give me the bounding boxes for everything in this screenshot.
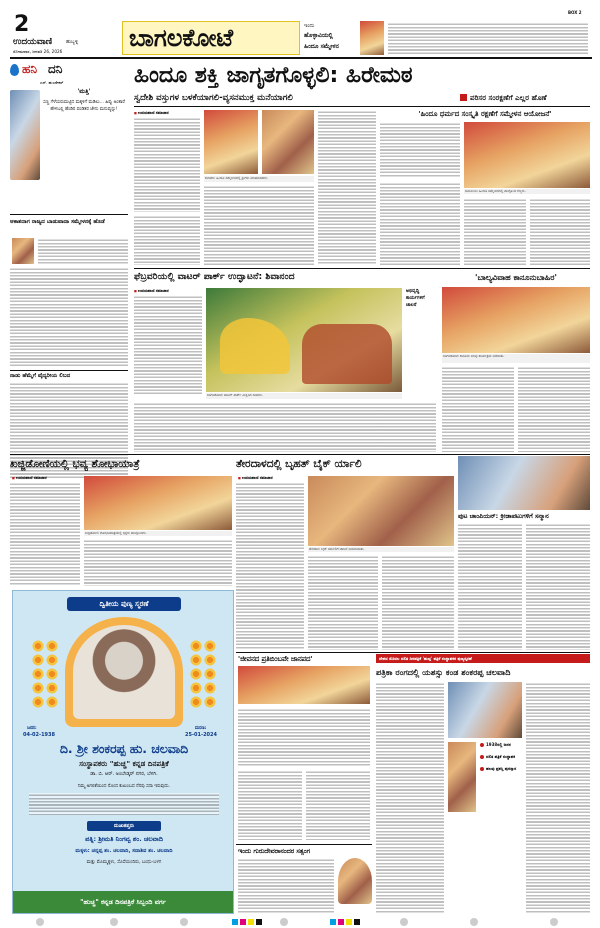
color-bar-black <box>256 919 262 925</box>
khajjidoni-caption: ಖಜ್ಜಿಡೋಣಿ: ಶೋಭಾಯಾತ್ರೆಯಲ್ಲಿ ಭಕ್ತರು ಪಾಲ್ಗೊಂಡರು. <box>84 531 232 536</box>
edition-name: ಹುಬ್ಬಳ್ಳಿ <box>66 39 79 45</box>
khajjidoni-headline: ಖಜ್ಜಿಡೋಣಿಯಲ್ಲಿ ಭವ್ಯ ಶೋಭಾಯಾತ್ರೆ <box>10 458 140 470</box>
sports-headline: ಪುಟ ಚಾಂಪಿಯನ್: ಕ್ರೀಡಾಪಟುಗಳಿಗೆ ಸನ್ಮಾನ <box>458 512 549 520</box>
lead-photo-caption: ಕಲಾದಗಿ: ಹಿಂದೂ ಸಮ್ಮೇಳನದಲ್ಲಿ ಶ್ರೀಗಳು ಮಾತನಾಡಿದರು. <box>204 176 314 182</box>
lead-subheadline: ಸ್ವದೇಶಿ ವಸ್ತುಗಳ ಬಳಕೆಯಾಗಲಿ-ವ್ಯಸನಮುಕ್ತ ಮನೆಯಾಗಲಿ <box>134 93 293 103</box>
water-park-body-2 <box>134 402 436 452</box>
mourners-banner <box>87 821 161 831</box>
masthead <box>0 0 600 58</box>
obituary-name: ದಿ. ಶ್ರೀ ಶಂಕರಪ್ಪ ಹು. ಚಲವಾದಿ <box>59 741 189 756</box>
janapada-body-1 <box>238 708 370 766</box>
color-bar-magenta <box>240 919 246 925</box>
right-top-photo <box>464 122 590 188</box>
journalism-kicker-bar <box>376 654 590 663</box>
mourners-label: ದುಃಖತಪ್ತರು <box>113 823 135 829</box>
district-title: ಬಾಗಲಕೋಟೆ <box>129 24 234 52</box>
promo-line-2: ಹಿಂದೂ ಸಮ್ಮೇಳನ <box>304 43 339 50</box>
guru-body <box>238 858 334 914</box>
sports-body-2 <box>526 523 590 650</box>
journalism-bullet-3: ಹಲವು ಪ್ರಶಸ್ತಿ ಪುರಸ್ಕಾರ <box>480 766 522 772</box>
bullet-dot-icon <box>480 767 484 771</box>
journalism-bullets <box>480 742 522 872</box>
lead-headline: ಹಿಂದೂ ಶಕ್ತಿ ಜಾಗೃತಗೊಳ್ಳಲಿ: ಹಿರೇಮಠ <box>134 63 413 88</box>
sports-photo-top <box>458 456 590 510</box>
born-label: ಜನನ: <box>27 726 37 731</box>
mourner-3: ಮತ್ತು ಮೊಮ್ಮಕ್ಕಳು, ಸೊಸೆಯಂದಿರು, ಬಂಧು-ಬಳಗ <box>86 860 162 865</box>
bike-rally-byline: ■ ಉದಯವಾಣಿ ಸಮಾಚಾರ <box>238 475 273 480</box>
box-label: BOX 2 <box>568 10 582 15</box>
water-park-byline: ■ ಉದಯವಾಣಿ ಸಮಾಚಾರ <box>134 288 169 293</box>
water-park-caption: ಬಾಗಲಕೋಟೆ: ವಾಟರ್ ಪಾರ್ಕ್ ವೀಕ್ಷಿಸಿದ ಸಚಿವರು. <box>206 393 402 399</box>
reg-dot-icon <box>110 918 118 926</box>
obituary-tribute-lines <box>29 793 219 815</box>
author-name: ಎಸ್. ಹುಂಡೇಕರ್ <box>40 80 64 85</box>
paper-name: ಉದಯವಾಣಿ <box>13 37 53 47</box>
lead-photo-1 <box>204 110 258 174</box>
journalism-bullet-2: ದಲಿತ ಪತ್ರಿಕೆ ಸಂಸ್ಥಾಪಕ <box>480 754 522 760</box>
side-kicker-box <box>460 92 590 104</box>
right-top-caption: ಜಮಖಂಡಿ: ಹಿಂದೂ ಸಮ್ಮೇಳನದಲ್ಲಿ ಪಾಲ್ಗೊಂಡ ಗಣ್ಯರು. <box>464 189 590 194</box>
color-bar-magenta <box>338 919 344 925</box>
obituary-ad <box>12 590 234 914</box>
promo-box <box>301 21 359 55</box>
khajjidoni-body-2 <box>84 539 232 586</box>
lead-rule <box>134 106 590 107</box>
water-park-body-1 <box>134 295 202 395</box>
child-marriage-headline: 'ಬಾಲ್ಯವಿವಾಹ ಕಾನೂನುಬಾಹಿರ' <box>475 273 557 282</box>
lead-body-col-3 <box>134 215 200 265</box>
obituary-address: ಡಾ. ಬಿ. ಆರ್. ಅಂಬೇಡ್ಕರ್ ನಗರ, ಬೆಳಗಿ. <box>90 771 158 777</box>
section-rule-3 <box>236 652 590 653</box>
right-top-story <box>380 108 590 266</box>
feature-box <box>42 88 126 182</box>
khajjidoni-body-1 <box>10 482 80 586</box>
portrait-photo <box>73 625 175 719</box>
reg-dot-icon <box>470 918 478 926</box>
section-rule-4 <box>236 844 372 845</box>
registration-marks <box>0 916 600 928</box>
lead-body-col-4 <box>318 110 376 265</box>
cartoon-image <box>10 90 40 180</box>
bike-rally-caption: ತೇರದಾಳ: ಬೈಕ್ ರ್ಯಾಲಿಗೆ ಚಾಲನೆ ನೀಡಲಾಯಿತು. <box>308 547 454 552</box>
color-bar-cyan <box>330 919 336 925</box>
died-date: 25-01-2024 <box>185 732 217 738</box>
right-top-body-3 <box>464 198 526 266</box>
child-marriage-photo <box>442 287 590 353</box>
bike-rally-body-2 <box>308 555 378 650</box>
water-park-sidebar <box>406 288 436 392</box>
guru-headline: ಇಂದು ಗುರುದೇವರಾನಂದರ ಸತ್ಸಂಗ <box>238 847 311 855</box>
brand-black: ದನಿ <box>48 62 63 76</box>
janapada-photo <box>238 666 370 704</box>
water-park-headline: ಫೆಬ್ರವರಿಯಲ್ಲಿ ವಾಟರ್ ಪಾರ್ಕ್ ಉದ್ಘಾಟನೆ: ಶಿವಾನಂದ <box>134 271 295 282</box>
child-marriage-body-2 <box>518 366 590 452</box>
janapada-body-3 <box>306 770 370 840</box>
reg-dot-icon <box>180 918 188 926</box>
water-park-sidebar-text: ಅಭಿವೃದ್ಧಿ ಕಾರ್ಯಗಳಿಗೆ ಚಾಲನೆ <box>406 289 425 308</box>
obituary-title: ದ್ವಿತೀಯ ಪುಣ್ಯ ಸ್ಮರಣೆ <box>99 600 149 608</box>
left-column <box>10 62 128 482</box>
khajjidoni-photo <box>84 476 232 530</box>
obituary-title-banner <box>67 597 181 611</box>
left-story-1-photo <box>12 238 34 264</box>
journalism-portrait <box>448 742 476 812</box>
section-rule-1 <box>134 268 590 269</box>
water-park-photo <box>206 288 402 392</box>
promo-line-1: ಹೊಳ್ಳಾವಿಯಲ್ಲಿ <box>304 32 333 39</box>
lead-body-col-1 <box>134 117 200 212</box>
page-number: 2 <box>14 12 30 37</box>
child-marriage-caption: ಬಾಗಲಕೋಟೆ: ಕಾನೂನು ಅರಿವು ಕಾರ್ಯಕ್ರಮ ನಡೆಯಿತು. <box>442 354 590 363</box>
child-marriage-body-1 <box>442 366 514 452</box>
bullet-dot-icon <box>480 743 484 747</box>
flower-right-icon <box>189 639 217 709</box>
lead-photo-2 <box>262 110 314 174</box>
obituary-footer-bar <box>13 891 233 913</box>
reg-dot-icon <box>280 918 288 926</box>
color-bar-yellow <box>346 919 352 925</box>
color-bar-black <box>354 919 360 925</box>
district-banner <box>122 21 300 55</box>
photo-people-shape <box>302 324 392 384</box>
bike-rally-photo <box>308 476 454 546</box>
left-story-1-body-2 <box>10 267 128 367</box>
promo-photo <box>360 21 384 55</box>
left-divider-2 <box>10 370 128 371</box>
left-story-1-headline: ಆಕಾಶದಾಗ ರಾಜ್ಯದ ಬಾಡುವಾದಾ ಸಮ್ಮೇಳನಕ್ಕೆ ಹೊಡೆ <box>10 219 105 225</box>
feature-title: 'ಮತ್ತಿ' <box>77 88 91 95</box>
bike-rally-headline: ತೇರದಾಳದಲ್ಲಿ ಬೃಹತ್ ಬೈಕ್ ರ್ಯಾಲಿ <box>236 458 362 470</box>
mourner-1: ಪತ್ನಿ: ಶ್ರೀಮತಿ ನಿಂಗವ್ವ ಶಂ. ಚಲವಾದಿ <box>85 835 163 843</box>
bike-rally-body-3 <box>382 555 454 650</box>
journalism-bullet-1: 1938ರಲ್ಲಿ ಜನನ <box>480 742 522 748</box>
bullet-dot-icon <box>480 755 484 759</box>
color-bar-yellow <box>248 919 254 925</box>
reg-dot-icon <box>36 918 44 926</box>
right-top-body-4 <box>530 198 590 266</box>
obituary-tribute: ನಿಮ್ಮ ಅಗಲಿಕೆಯಿಂದ ನೊಂದ ಕುಟುಂಬದ ನೆನಪು ಸದಾ ಇರುವುದು. <box>77 784 171 789</box>
sports-body-1 <box>458 523 522 650</box>
obituary-footer: "ಹುಚ್ಚ" ಕನ್ನಡ ದಿನಪತ್ರಿಕೆ ಸಿಬ್ಬಂದಿ ವರ್ಗ <box>80 898 166 906</box>
left-divider-1 <box>10 214 128 215</box>
photo-structure-shape <box>220 318 290 374</box>
reg-dot-icon <box>400 918 408 926</box>
kicker-square-icon <box>460 94 467 101</box>
issue-date: ಸೋಮವಾರ, ಜನವರಿ 26, 2026 <box>13 49 63 54</box>
feature-text: ಸಣ್ಣ ಗೆಳೆಯರುಮಟ್ಟಿದ ಮಕ್ಕಳಿಗೆ ಮಡಿಲು... ಹಿಪ್ಪು ಅಂತಾರೆ ಹೇಳಬಲ್ಲಿ ಹೆಂಡಿರ ಪಂಡಿತರ ಜೇನು ಮನುಷ್ಯನ್ನು! <box>43 100 125 112</box>
side-kicker: ಪರಿಸರ ಸಂರಕ್ಷಣೆಗೆ ಎಲ್ಲರ ಹೊಣೆ <box>470 93 547 102</box>
color-bar-cyan <box>232 919 238 925</box>
masthead-brief <box>388 22 588 55</box>
obituary-role: ಸಂಸ್ಥಾಪಕರು "ಹುಚ್ಚ" ಕನ್ನಡ ದಿನಪತ್ರಿಕೆ <box>79 759 169 768</box>
journalism-kicker: ದೇಶದ ಮೊದಲ ದಲಿತ ದಿನಪತ್ರಿಕೆ 'ಹುಚ್ಚ' ಪತ್ರಿಕೆ ಸಂಸ್ಥಾಪಕರ ಪುಣ್ಯಸ್ಮರಣೆ <box>379 656 472 661</box>
journalism-body-1 <box>376 682 444 914</box>
guru-photo <box>338 858 372 904</box>
bike-rally-body-1 <box>236 482 304 650</box>
flower-left-icon <box>31 639 59 709</box>
brand-red: ಹನಿ <box>22 62 37 76</box>
right-top-headline: 'ಹಿಂದೂ ಧರ್ಮದ ಸಂಸ್ಕೃತಿ ರಕ್ಷಣೆಗೆ ಸಮ್ಮೇಳನ ಆಯೋಜನೆ' <box>418 110 552 118</box>
promo-prefix: ಇಂದು <box>304 23 315 29</box>
brand-logo <box>10 62 128 78</box>
portrait-frame <box>65 617 183 727</box>
born-date: 04-02-1938 <box>23 732 55 738</box>
drop-icon <box>10 64 19 76</box>
janapada-body-2 <box>238 770 302 840</box>
left-story-1-body <box>38 238 128 264</box>
masthead-rule <box>10 57 592 59</box>
journalism-body-2 <box>526 682 590 914</box>
janapada-headline: 'ಜೀವನದ ಪ್ರತಿಬಿಂಬವೇ ಜಾನಪದ' <box>238 655 313 663</box>
reg-dot-icon <box>550 918 558 926</box>
right-top-body-2 <box>380 182 460 266</box>
died-label: ಮರಣ: <box>195 726 207 731</box>
lead-subhead-row <box>134 91 590 105</box>
khajjidoni-byline: ■ ಉದಯವಾಣಿ ಸಮಾಚಾರ <box>12 475 47 480</box>
section-rule-2 <box>10 454 590 455</box>
right-top-body-1 <box>380 122 460 178</box>
lead-body-col-2 <box>204 185 314 265</box>
left-story-2-headline: ನಾಡು ಹೆಮ್ಮೆಗೆ ವೈದ್ಯರೀಯ ಲಿಬದ <box>10 373 71 379</box>
journalism-photo <box>448 682 522 738</box>
journalism-headline: ಪತ್ರಿಕಾ ರಂಗದಲ್ಲಿ ಯಶಸ್ಸು ಕಂಡ ಶಂಕರಪ್ಪ ಚಲವಾದಿ <box>376 667 511 677</box>
mourner-2: ಮಕ್ಕಳು: ಚನ್ನಪ್ಪ ಶಂ. ಚಲವಾದಿ, ಸದಾಶಿವ ಶಂ. ಚಲವಾದಿ <box>75 848 173 854</box>
lead-byline: ■ ಉದಯವಾಣಿ ಸಮಾಚಾರ <box>134 110 169 115</box>
